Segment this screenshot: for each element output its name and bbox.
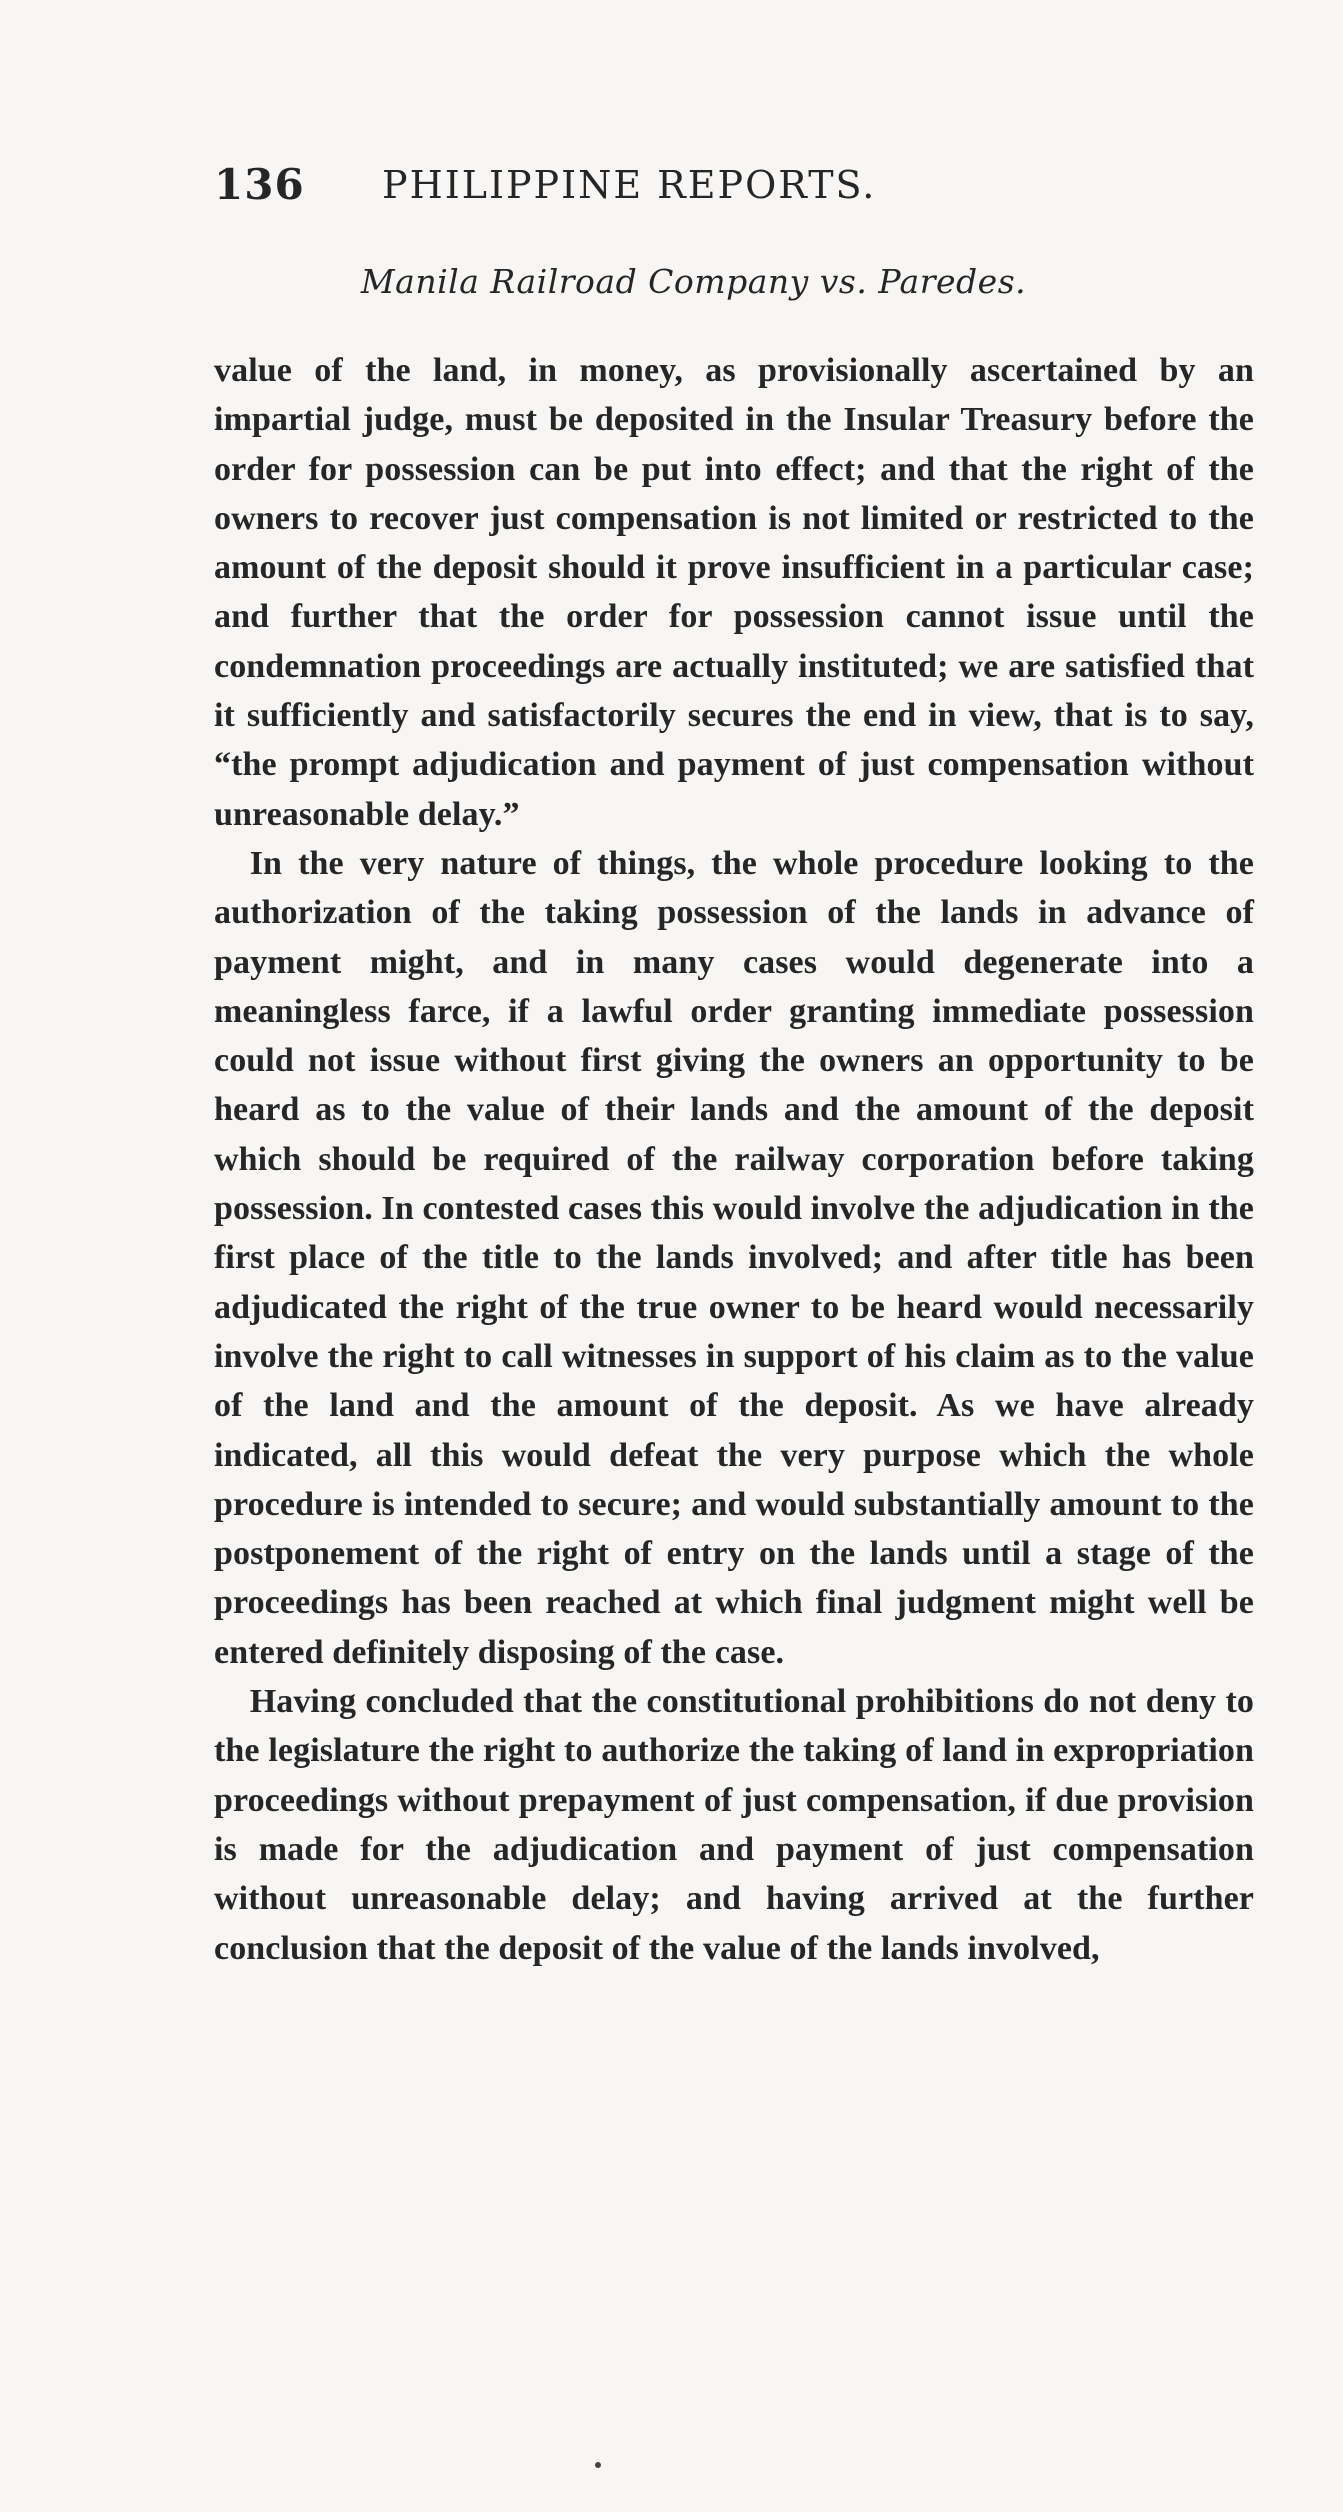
case-title: Manila Railroad Company vs. Paredes. — [360, 262, 1027, 301]
journal-title: PHILIPPINE REPORTS. — [382, 163, 877, 207]
paragraph-2: In the very nature of things, the whole procedure looking to the authorization of the taking possession of the lands in advance of payment might, and in many cases would degenerate into a meaningless farce, if a lawful order granting immediate possession could not issue without first giving the owners an opportunity to be heard as to the value of their lands and the amount of the deposit which should be required of the railway corporation before taking possession. In contested cases this would involve the adjudication in the first place of the title to the lands involved; and after title has been adjudicated the right of the true owner to be heard would necessarily involve the right to call witnesses in support of his claim as to the value of the land and the amount of the deposit. As we have already indicated, all this would defeat the very purpose which the whole procedure is intended to secure; and would substantially amount to the postponement of the right of entry on the lands until a stage of the proceedings has been reached at which final judgment might well be entered definitely disposing of the case. — [214, 844, 1254, 1671]
paragraph-1: value of the land, in money, as provisionally ascertained by an impartial judge, must be deposited in the Insular Treasury before the order for possession can be put into effect; and that the right of the owners to recover just compensation is not limited or restricted to the amount of the deposit should it prove insufficient in a particular case; and further that the order for possession cannot issue until the condemnation proceedings are actually instituted; we are satisfied that it sufficiently and satisfactorily secures the end in view, that is to say, “the prompt adjudication and payment of just compensation without unreasonable delay.” — [214, 352, 1254, 833]
body-text — [214, 346, 1254, 1973]
paragraph-3: Having concluded that the constitutional prohibitions do not deny to the legislature the right to authorize the taking of land in expropriation proceedings without prepayment of just compensation, if due provision is made for the adjudication and payment of just compensation without unreasonable delay; and having arrived at the further conclusion that the deposit of the value of the lands involved, — [214, 1683, 1254, 1967]
running-head — [214, 160, 1254, 220]
page-number: 136 — [214, 160, 305, 209]
page-mark-dot — [595, 2462, 601, 2468]
